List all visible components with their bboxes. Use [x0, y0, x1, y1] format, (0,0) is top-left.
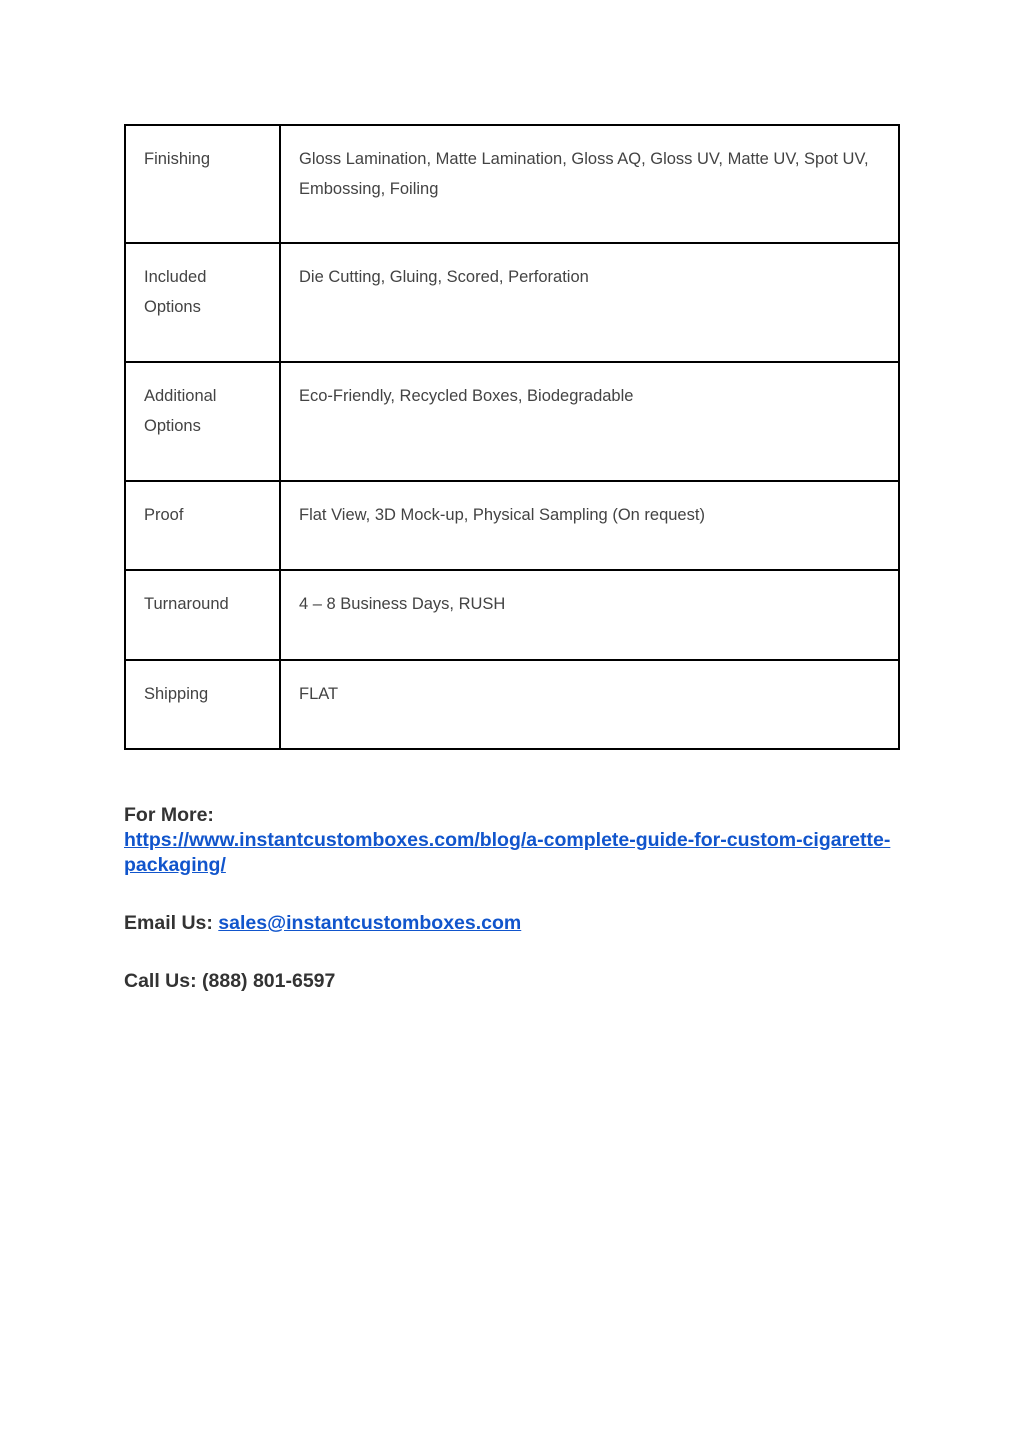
- spec-table: [124, 124, 900, 750]
- table-row: [125, 125, 899, 243]
- row-value: FLAT: [280, 660, 899, 749]
- call-section: [124, 969, 904, 994]
- email-label: Email Us:: [124, 912, 213, 934]
- row-label: Turnaround: [125, 570, 280, 660]
- table-row: [125, 243, 899, 362]
- for-more-label: For More:: [124, 804, 214, 826]
- row-label: Included Options: [125, 243, 280, 362]
- blog-link[interactable]: https://www.instantcustomboxes.com/blog/a-complete-guide-for-custom-cigarette-packaging/: [124, 829, 891, 876]
- table-row: [125, 660, 899, 749]
- row-label: Shipping: [125, 660, 280, 749]
- table-row: [125, 362, 899, 481]
- row-value: 4 – 8 Business Days, RUSH: [280, 570, 899, 660]
- row-value: Eco-Friendly, Recycled Boxes, Biodegradable: [280, 362, 899, 481]
- row-label: Additional Options: [125, 362, 280, 481]
- call-text: Call Us: (888) 801-6597: [124, 970, 336, 992]
- table-row: [125, 570, 899, 660]
- row-label: Proof: [125, 481, 280, 570]
- email-link[interactable]: sales@instantcustomboxes.com: [218, 912, 522, 934]
- row-label: Finishing: [125, 125, 280, 243]
- row-value: Gloss Lamination, Matte Lamination, Gloss AQ, Gloss UV, Matte UV, Spot UV, Embossing, Foiling: [280, 125, 899, 243]
- table-row: [125, 481, 899, 570]
- for-more-section: [124, 803, 904, 878]
- row-value: Die Cutting, Gluing, Scored, Perforation: [280, 243, 899, 362]
- row-value: Flat View, 3D Mock-up, Physical Sampling (On request): [280, 481, 899, 570]
- email-section: [124, 911, 904, 936]
